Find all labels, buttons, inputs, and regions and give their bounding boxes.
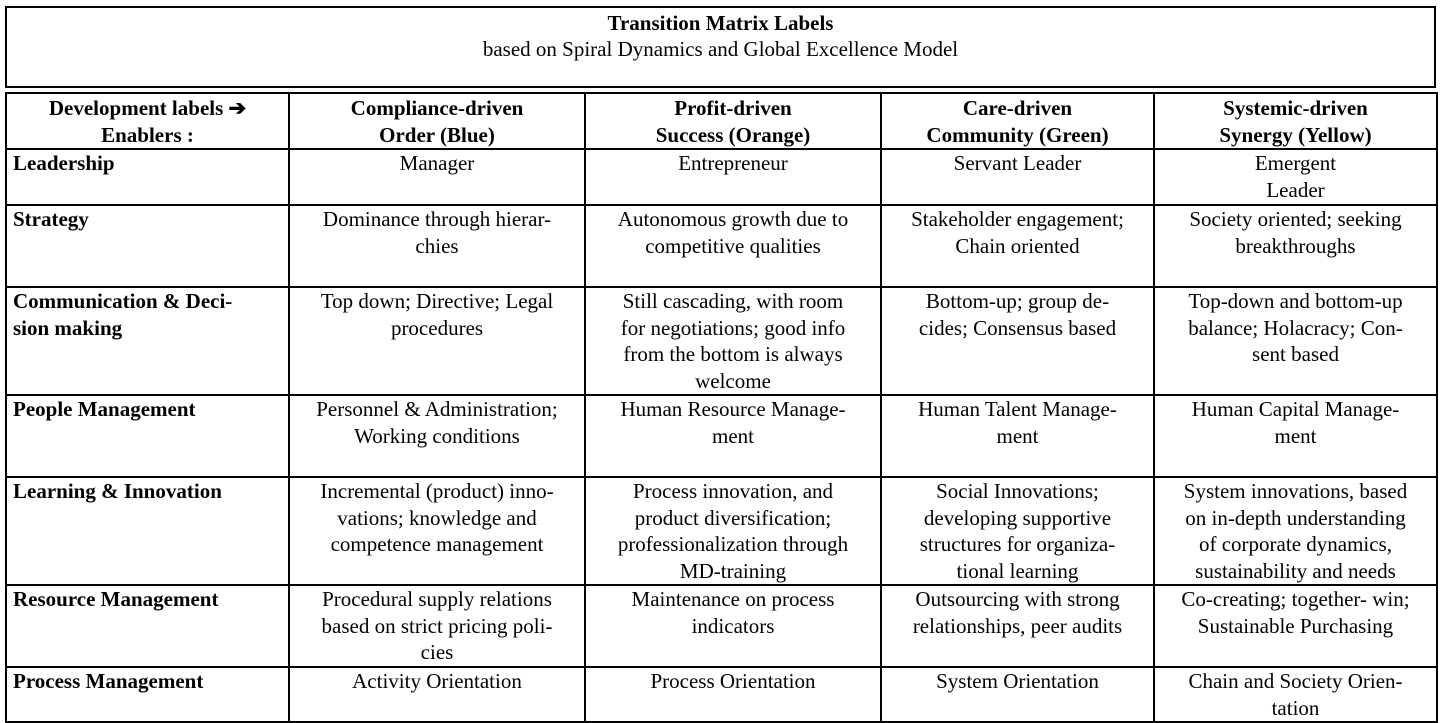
cell-text-line: for negotiations; good info [620, 315, 846, 340]
enabler-label-cell [6, 149, 289, 205]
matrix-body [6, 149, 1437, 722]
table-row [6, 149, 1437, 205]
matrix-cell-orange [585, 149, 881, 205]
cell-text-line: product diversification; [634, 505, 832, 530]
header-col-yellow [1154, 93, 1437, 149]
enabler-label-line: People Management [13, 397, 196, 421]
enabler-label-line: sion making [13, 315, 123, 340]
cell-text-line: relationships, peer audits [912, 613, 1123, 638]
header-corner-cell [6, 93, 289, 149]
cell-text-line: tional learning [956, 558, 1079, 583]
matrix-cell-yellow [1154, 477, 1437, 585]
cell-text-line: Process Orientation [650, 669, 816, 693]
matrix-cell-orange [585, 477, 881, 585]
matrix-cell-orange [585, 287, 881, 395]
matrix-cell-green [881, 287, 1154, 395]
cell-text-line: vations; knowledge and [337, 505, 537, 530]
cell-text-line: competence management [330, 532, 544, 556]
cell-text-line: indicators [691, 613, 775, 638]
cell-text-line: MD-training [679, 558, 787, 583]
header-col-line1: Systemic-driven [1223, 96, 1368, 120]
enabler-label-line: Learning & Innovation [13, 479, 222, 503]
cell-text-line: Leader [1266, 177, 1325, 202]
cell-text-line: procedures [390, 315, 484, 340]
matrix-cell-yellow [1154, 667, 1437, 722]
enabler-label-cell [6, 477, 289, 585]
matrix-cell-yellow [1154, 205, 1437, 287]
cell-text-line: Social Innovations; [936, 479, 1099, 503]
enabler-label-cell [6, 205, 289, 287]
matrix-cell-yellow [1154, 287, 1437, 395]
cell-text-line: Outsourcing with strong [915, 587, 1120, 611]
cell-text-line: from the bottom is always [623, 342, 843, 366]
matrix-cell-green [881, 205, 1154, 287]
enabler-label-cell [6, 287, 289, 395]
matrix-cell-blue [289, 585, 585, 667]
cell-text-line: Servant Leader [953, 151, 1082, 175]
cell-text-line: Human Resource Manage- [620, 397, 846, 421]
header-col-line1: Care-driven [962, 96, 1073, 120]
corner-label-development: Development labels ➔ [48, 96, 247, 120]
cell-text-line: tation [1271, 695, 1320, 720]
cell-text-line: Procedural supply relations [322, 587, 552, 611]
cell-text-line: chies [415, 233, 459, 258]
table-row [6, 585, 1437, 667]
matrix-cell-orange [585, 205, 881, 287]
cell-text-line: ment [996, 423, 1039, 448]
enabler-label-line: Process Management [13, 669, 204, 693]
enabler-label-line: Resource Management [13, 587, 219, 611]
matrix-cell-blue [289, 205, 585, 287]
table-row [6, 287, 1437, 395]
matrix-cell-yellow [1154, 395, 1437, 477]
cell-text-line: competitive qualities [645, 233, 821, 258]
corner-label-enablers: Enablers : [101, 122, 194, 147]
cell-text-line: sent based [1252, 342, 1339, 366]
header-col-orange [585, 93, 881, 149]
cell-text-line: System Orientation [936, 669, 1099, 693]
table-title: Transition Matrix Labels [607, 11, 834, 35]
matrix-cell-orange [585, 395, 881, 477]
cell-text-line: Bottom-up; group de- [925, 289, 1110, 313]
cell-text-line: Human Capital Manage- [1191, 397, 1400, 421]
enabler-label-line: Communication & Deci- [13, 289, 233, 313]
cell-text-line: professionalization through [617, 532, 849, 556]
cell-text-line: Top down; Directive; Legal [320, 289, 554, 313]
matrix-cell-yellow [1154, 149, 1437, 205]
cell-text-line: of corporate dynamics, [1198, 532, 1392, 556]
table-row [6, 395, 1437, 477]
header-col-line2: Community (Green) [926, 122, 1109, 147]
cell-text-line: welcome [695, 368, 771, 393]
cell-text-line: Emergent [1254, 151, 1337, 175]
cell-text-line: structures for organiza- [919, 532, 1116, 556]
header-col-line2: Synergy (Yellow) [1219, 122, 1372, 147]
cell-text-line: Sustainable Purchasing [1197, 613, 1394, 638]
cell-text-line: Human Talent Manage- [918, 397, 1117, 421]
cell-text-line: Maintenance on process [631, 587, 835, 611]
matrix-cell-orange [585, 585, 881, 667]
matrix-cell-orange [585, 667, 881, 722]
matrix-cell-blue [289, 477, 585, 585]
cell-text-line: Top-down and bottom-up [1188, 289, 1403, 313]
transition-matrix-figure [5, 6, 1436, 718]
matrix-cell-green [881, 395, 1154, 477]
enabler-label-cell [6, 667, 289, 722]
matrix-cell-blue [289, 287, 585, 395]
header-col-green [881, 93, 1154, 149]
matrix-cell-green [881, 667, 1154, 722]
cell-text-line: Manager [399, 151, 475, 175]
matrix-cell-blue [289, 667, 585, 722]
table-row [6, 477, 1437, 585]
cell-text-line: based on strict pricing poli- [321, 613, 553, 638]
matrix-cell-green [881, 149, 1154, 205]
cell-text-line: Process innovation, and [632, 479, 834, 503]
header-col-line2: Success (Orange) [655, 122, 811, 147]
cell-text-line: Autonomous growth due to [617, 207, 849, 231]
cell-text-line: breakthroughs [1235, 233, 1356, 258]
cell-text-line: Co-creating; together- win; [1181, 587, 1410, 611]
title-box [5, 6, 1436, 88]
cell-text-line: cies [420, 640, 454, 664]
matrix-cell-blue [289, 395, 585, 477]
cell-text-line: Society oriented; seeking [1189, 207, 1402, 231]
header-col-line1: Compliance-driven [350, 96, 524, 120]
cell-text-line: Personnel & Administration; [316, 397, 558, 421]
cell-text-line: Working conditions [354, 423, 520, 448]
table-subtitle: based on Spiral Dynamics and Global Excellence Model [482, 37, 959, 61]
matrix-cell-green [881, 585, 1154, 667]
table-row [6, 667, 1437, 722]
enabler-label-cell [6, 395, 289, 477]
cell-text-line: Stakeholder engagement; [911, 207, 1124, 231]
matrix-cell-yellow [1154, 585, 1437, 667]
enabler-label-line: Leadership [13, 151, 115, 175]
cell-text-line: Incremental (product) inno- [320, 479, 554, 503]
cell-text-line: ment [1274, 423, 1317, 448]
header-row [6, 93, 1437, 149]
cell-text-line: Chain oriented [955, 233, 1080, 258]
matrix-cell-green [881, 477, 1154, 585]
enabler-label-line: Strategy [13, 207, 89, 231]
cell-text-line: on in-depth understanding [1185, 505, 1406, 530]
cell-text-line: Activity Orientation [352, 669, 522, 693]
cell-text-line: balance; Holacracy; Con- [1188, 315, 1403, 340]
transition-matrix-table [5, 92, 1438, 723]
table-row [6, 205, 1437, 287]
cell-text-line: Entrepreneur [678, 151, 788, 175]
cell-text-line: System innovations, based [1183, 479, 1408, 503]
header-col-blue [289, 93, 585, 149]
cell-text-line: Still cascading, with room [622, 289, 844, 313]
cell-text-line: sustainability and needs [1195, 558, 1396, 583]
cell-text-line: Dominance through hierar- [322, 207, 552, 231]
header-col-line1: Profit-driven [674, 96, 792, 120]
header-col-line2: Order (Blue) [379, 122, 495, 147]
enabler-label-cell [6, 585, 289, 667]
cell-text-line: cides; Consensus based [918, 315, 1117, 340]
cell-text-line: ment [712, 423, 754, 448]
matrix-cell-blue [289, 149, 585, 205]
cell-text-line: developing supportive [923, 505, 1112, 530]
cell-text-line: Chain and Society Orien- [1188, 669, 1403, 693]
